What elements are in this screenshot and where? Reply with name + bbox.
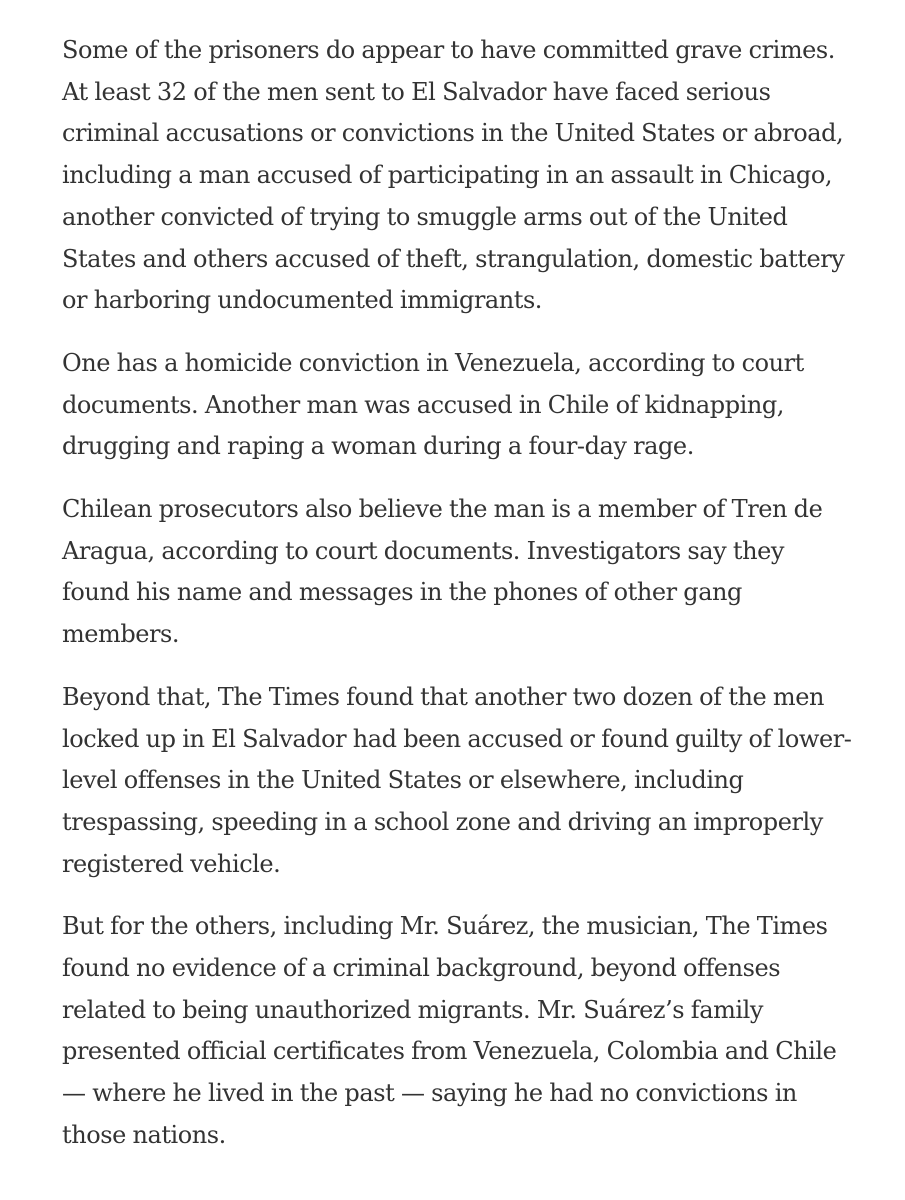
- paragraph-line: drugging and raping a woman during a four-day rage.: [62, 432, 694, 461]
- paragraph-line: Beyond that, The Times found that another two dozen of the men: [62, 682, 824, 711]
- paragraph-line: another convicted of trying to smuggle arms out of the United: [62, 202, 788, 231]
- paragraph-chilean-prosecutors: [62, 489, 852, 656]
- paragraph-lower-level-offenses: [62, 677, 852, 886]
- paragraph-line: including a man accused of participating in an assault in Chicago,: [62, 161, 832, 190]
- paragraph-line: locked up in El Salvador had been accused or found guilty of lower-: [62, 724, 852, 753]
- paragraph-line: registered vehicle.: [62, 849, 281, 878]
- paragraph-line: documents. Another man was accused in Chile of kidnapping,: [62, 390, 784, 419]
- paragraph-line: members.: [62, 620, 180, 649]
- paragraph-line: — where he lived in the past — saying he had no convictions in: [62, 1079, 797, 1108]
- paragraph-line: trespassing, speeding in a school zone and driving an improperly: [62, 807, 823, 836]
- paragraph-line: Chilean prosecutors also believe the man is a member of Tren de: [62, 495, 823, 524]
- paragraph-grave-crimes: [62, 30, 852, 322]
- paragraph-line: At least 32 of the men sent to El Salvador have faced serious: [62, 77, 771, 106]
- paragraph-line: Aragua, according to court documents. Investigators say they: [62, 536, 784, 565]
- paragraph-line: One has a homicide conviction in Venezuela, according to court: [62, 348, 804, 377]
- paragraph-no-criminal-background: [62, 906, 852, 1156]
- paragraph-line: related to being unauthorized migrants. Mr. Suárez’s family: [62, 995, 763, 1024]
- paragraph-line: criminal accusations or convictions in the United States or abroad,: [62, 119, 844, 148]
- paragraph-line: those nations.: [62, 1120, 226, 1149]
- paragraph-line: States and others accused of theft, strangulation, domestic battery: [62, 244, 845, 273]
- paragraph-line: or harboring undocumented immigrants.: [62, 286, 542, 315]
- paragraph-line: level offenses in the United States or elsewhere, including: [62, 766, 744, 795]
- article-body: [62, 30, 852, 1178]
- paragraph-line: But for the others, including Mr. Suárez, the musician, The Times: [62, 912, 828, 941]
- paragraph-homicide-conviction: [62, 343, 852, 468]
- paragraph-line: Some of the prisoners do appear to have committed grave crimes.: [62, 36, 835, 64]
- paragraph-line: found no evidence of a criminal background, beyond offenses: [62, 954, 781, 983]
- paragraph-line: found his name and messages in the phones of other gang: [62, 578, 742, 607]
- paragraph-line: presented official certificates from Venezuela, Colombia and Chile: [62, 1037, 837, 1066]
